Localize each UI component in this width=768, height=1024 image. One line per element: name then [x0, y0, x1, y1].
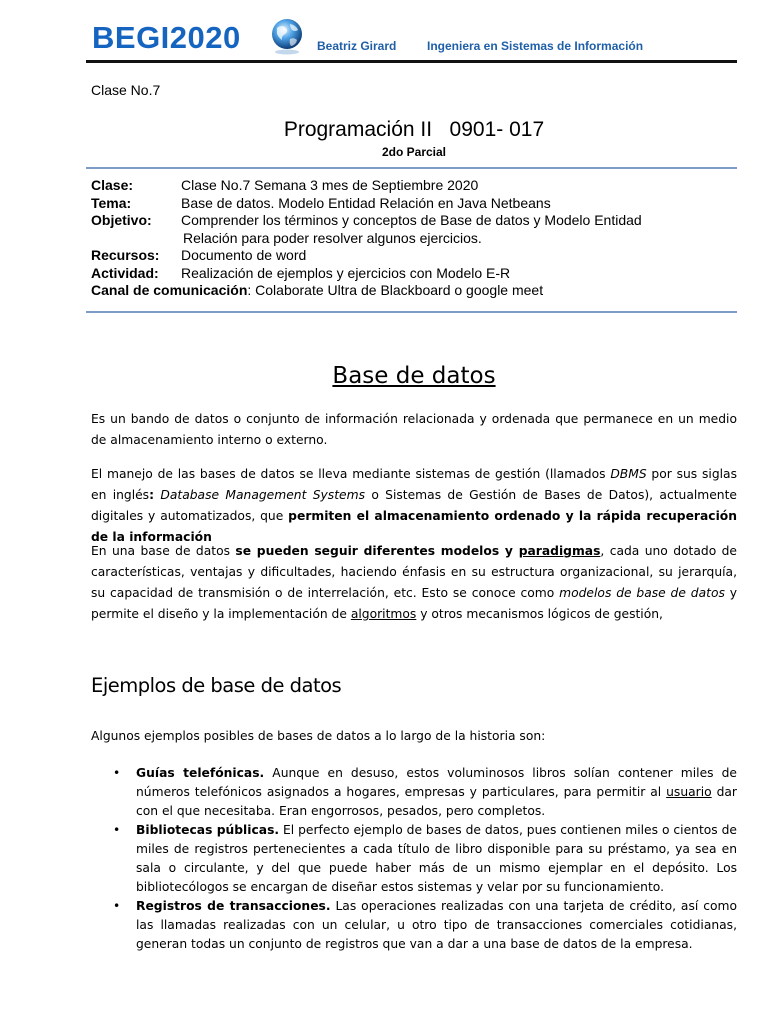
link-algoritmos[interactable]: algoritmos: [350, 607, 417, 621]
author-name: Beatriz Girard: [317, 39, 397, 53]
info-value: Relación para poder resolver algunos ejercicios.: [183, 229, 482, 246]
info-label: Clase:: [91, 177, 134, 193]
globe-icon: [266, 15, 308, 57]
info-value: Documento de word: [181, 247, 307, 263]
list-item: • Registros de transacciones. Las operaciones realizadas con una tarjeta de crédito, así como las llamadas realizadas con un celular, u otro tipo de transacciones comerciales cotidianas, generan todas un conjunto de registros que van a dar a una base de datos de la empresa.: [113, 899, 737, 951]
info-label: Actividad:: [91, 264, 159, 281]
header-divider: [86, 60, 737, 63]
info-row-actividad: [91, 265, 741, 283]
paragraph-dbms: El manejo de las bases de datos se lleva mediante sistemas de gestión (llamados DBMS por sus siglas en inglés: Database Management Systems o Sistemas de Gestión de Bases de Datos), actualmente digitales y automatizados, que permiten el almacenamiento ordenado y la rápida recuperación de la información: [91, 467, 737, 544]
list-item: • Bibliotecas públicas. El perfecto ejemplo de bases de datos, pues contienen miles o cientos de miles de registros pertenecientes a cada título de libro disponible para su préstamo, ya sea en sala o circulante, y del que puede haber más de un mismo ejemplar en el depósito. Los bibliotecólogos se encargan de diseñar estos sistemas y velar por su funcionamiento.: [113, 823, 737, 894]
bullet-icon: •: [113, 823, 121, 837]
link-usuario[interactable]: usuario: [666, 785, 712, 799]
info-top-divider: [86, 167, 737, 169]
info-value: Comprender los términos y conceptos de Base de datos y Modelo Entidad: [181, 212, 642, 228]
info-label: Canal de comunicación: [91, 282, 248, 298]
logo-text: BEGI2020: [92, 20, 241, 55]
info-value: : Colaborate Ultra de Blackboard o google meet: [247, 282, 544, 298]
class-number: Clase No.7: [91, 82, 161, 98]
info-row-objetivo: [91, 212, 741, 230]
paragraph-models: En una base de datos se pueden seguir diferentes modelos y paradigmas, cada uno dotado de características, ventajas y dificultades, haciendo énfasis en su estructura organizacional, su jerarquía, su capacidad de transmisión o de interrelación, etc. Esto se conoce como modelos de base de datos y permite el diseño y la implementación de algoritmos y otros mecanismos lógicos de gestión,: [91, 544, 737, 621]
info-value: Realización de ejemplos y ejercicios con Modelo E-R: [181, 264, 511, 281]
paragraph-definition: Es un bando de datos o conjunto de información relacionada y ordenada que permanece en un medio de almacenamiento interno o externo.: [91, 412, 737, 447]
course-subtitle: 2do Parcial: [381, 145, 447, 159]
link-paradigmas[interactable]: paradigmas: [518, 544, 601, 558]
bullet-icon: •: [113, 899, 121, 913]
info-row-canal: [91, 282, 741, 300]
course-title: Programación II 0901- 017: [283, 118, 545, 141]
bullet-icon: •: [113, 766, 121, 780]
info-label: Tema:: [91, 194, 132, 211]
subsection-heading: Ejemplos de base de datos: [91, 674, 342, 697]
info-row-recursos: [91, 247, 741, 265]
info-label: Objetivo:: [91, 212, 152, 228]
author-role: Ingeniera en Sistemas de Información: [427, 39, 644, 53]
info-value: Clase No.7 Semana 3 mes de Septiembre 2020: [181, 177, 479, 193]
info-bottom-divider: [86, 311, 737, 313]
class-info: [91, 177, 741, 300]
info-value: Base de datos. Modelo Entidad Relación en Java Netbeans: [181, 194, 551, 211]
info-label: Recursos:: [91, 247, 160, 263]
info-row-tema: [91, 195, 741, 213]
info-row-objetivo-cont: [91, 230, 741, 248]
examples-list: [91, 764, 737, 954]
list-item: • Guías telefónicas. Aunque en desuso, estos voluminosos libros solían contener miles de números telefónicos asignados a hogares, empresas y particulares, para permitir al usuario dar con el que necesitaba. Eran engorrosos, pesados, pero completos.: [113, 766, 737, 818]
info-row-clase: [91, 177, 741, 195]
examples-intro: Algunos ejemplos posibles de bases de datos a lo largo de la historia son:: [91, 729, 546, 743]
section-heading: Base de datos: [332, 363, 496, 389]
